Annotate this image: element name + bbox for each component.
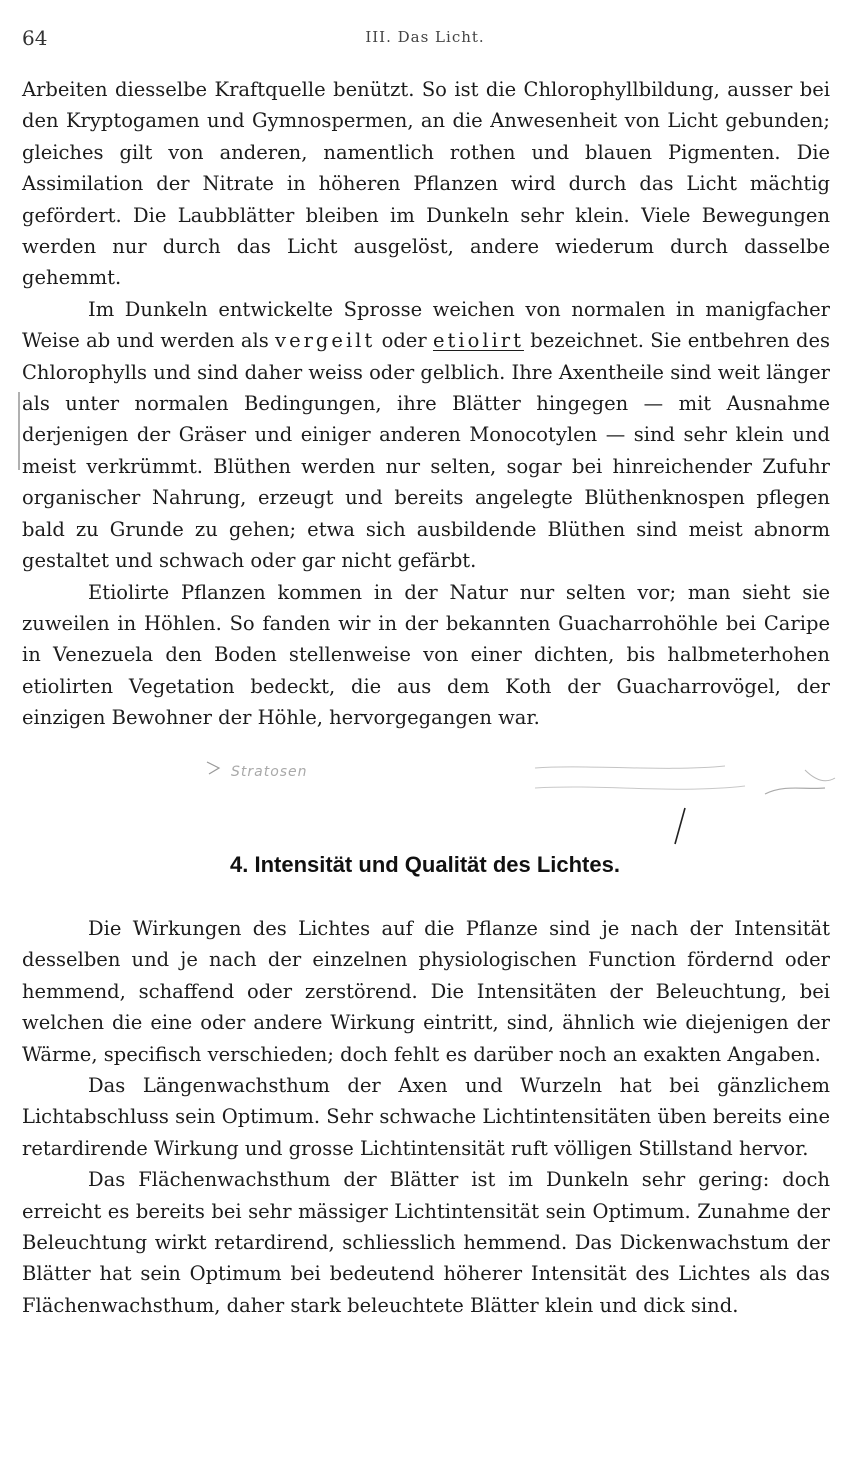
paragraph-etiolation-part2: oder bbox=[375, 329, 433, 353]
text-block-upper bbox=[22, 74, 830, 734]
term-etiolirt: etiolirt bbox=[432, 329, 524, 353]
paragraph-etiolation bbox=[22, 294, 830, 577]
paragraph-intensity: Die Wirkungen des Lichtes auf die Pflanze sind je nach der Intensität desselben und je nach der einzelnen physiologischen Function fördernd oder hemmend, schaffend oder zerstörend. Die Intensitäten der Beleuchtung, bei welchen die eine oder andere Wirkung eintritt, sind, ähnlich wie diejenigen der Wärme, specifisch verschieden; doch fehlt es darüber noch an exakten Angaben. bbox=[22, 917, 830, 1066]
text-block-lower bbox=[22, 913, 830, 1321]
paragraph-etiolation-part3: bezeichnet. Sie entbehren des Chlorophylls und sind daher weiss oder gelblich. Ihre Axentheile sind weit länger als unter normalen Bedingungen, ihre Blätter hingegen — mit Ausnahme derjenigen der Gräser und einiger anderen Monocotylen — sind sehr klein und meist verkrümmt. Blüthen werden nur selten, sogar bei hinreichender Zufuhr organischer Nahrung, erzeugt und bereits angelegte Blüthenknospen pflegen bald zu Grunde zu gehen; etwa sich ausbildende Blüthen sind meist abnorm gestaltet und schwach oder gar nicht gefärbt. bbox=[22, 329, 831, 573]
paragraph-continuation: Arbeiten diesselbe Kraftquelle benützt. So ist die Chlorophyllbildung, ausser bei den Kryptogamen und Gymnospermen, an die Anwesenheit von Licht gebunden; gleiches gilt von anderen, namentlich rothen und blauen Pigmenten. Die Assimilation der Nitrate in höheren Pflanzen wird durch das Licht mächtig gefördert. Die Laubblätter bleiben im Dunkeln sehr klein. Viele Bewegungen werden nur durch das Licht ausgelöst, andere wiederum durch dasselbe gehemmt. bbox=[22, 78, 830, 290]
paragraph-caves: Etiolirte Pflanzen kommen in der Natur nur selten vor; man sieht sie zuweilen in Höhlen. So fanden wir in der bekannten Guacharrohöhle bei Caripe in Venezuela den Boden stellenweise von einer dichten, bis halbmeterhohen etiolirten Vegetation bedeckt, die aus dem Koth der Guacharrovögel, der einzigen Bewohner der Höhle, hervorgegangen war. bbox=[22, 580, 830, 730]
term-vergeilt: vergeilt bbox=[275, 329, 376, 353]
page-number: 64 bbox=[22, 26, 48, 50]
paragraph-etiolation-part1: Im Dunkeln entwickelte Sprosse weichen von normalen in manigfacher Weise ab und werden als bbox=[22, 297, 830, 353]
chapter-title: III. Das Licht. bbox=[365, 28, 485, 46]
handwritten-note: Stratosen bbox=[231, 764, 308, 780]
paragraph-surface-growth: Das Flächenwachsthum der Blätter ist im Dunkeln sehr gering: doch erreicht es bereits bei sehr mässiger Lichtintensität sein Optimum. Zunahme der Beleuchtung wirkt retardirend, schliesslich hemmend. Das Dickenwachstum der Blätter hat sein Optimum bei bedeutend höherer Intensität des Lichtes als das Flächenwachsthum, daher stark beleuchtete Blätter klein und dick sind. bbox=[22, 1168, 830, 1317]
handwritten-annotation bbox=[205, 760, 845, 850]
margin-pencil-mark bbox=[18, 392, 20, 470]
section-heading: 4. Intensität und Qualität des Lichtes. bbox=[230, 852, 620, 877]
running-head bbox=[22, 26, 832, 50]
paragraph-length-growth: Das Längenwachsthum der Axen und Wurzeln hat bei gänzlichem Lichtabschluss sein Optimum. Sehr schwache Lichtintensitäten üben bereits eine retardirende Wirkung und grosse Lichtintensität ruft völligen Stillstand hervor. bbox=[22, 1074, 830, 1160]
